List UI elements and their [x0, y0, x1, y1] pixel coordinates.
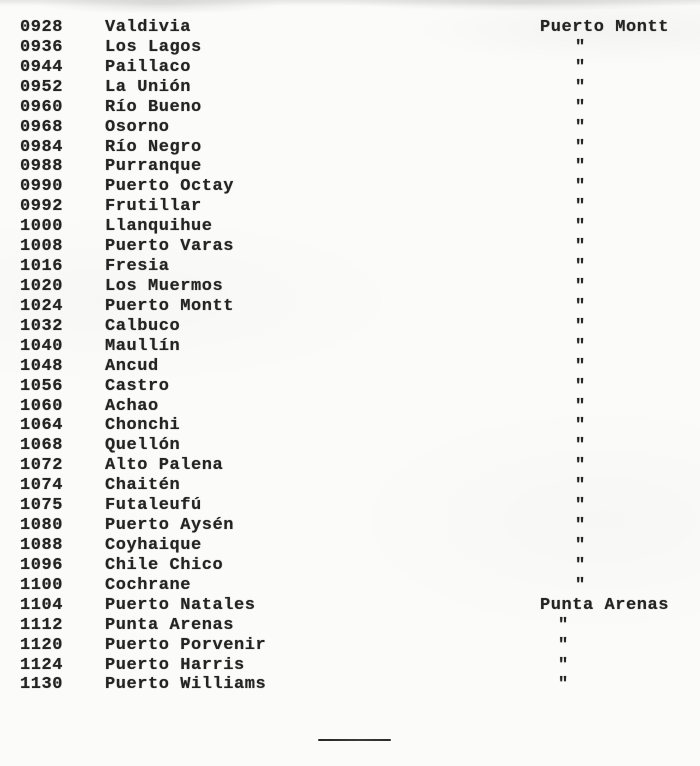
station-code: 0992 [20, 197, 64, 217]
ditto-mark: " [575, 356, 584, 376]
ditto-mark: " [575, 57, 584, 77]
station-code: 1124 [20, 655, 64, 675]
station-code: 1056 [20, 376, 64, 396]
ditto-mark: " [575, 316, 584, 336]
station-name: Castro [105, 376, 170, 396]
ditto-mark: " [558, 655, 567, 675]
station-row [0, 357, 700, 377]
station-row [0, 18, 700, 38]
station-code: 0936 [20, 37, 64, 57]
station-name: Coyhaique [105, 535, 202, 555]
ditto-mark: " [575, 575, 584, 595]
station-name: Alto Palena [105, 456, 224, 476]
station-code: 1072 [20, 456, 64, 476]
station-code: 1064 [20, 416, 64, 436]
station-name: Calbuco [105, 316, 181, 336]
station-name: Puerto Williams [105, 675, 267, 695]
region-cell: Punta Arenas [540, 595, 670, 615]
station-name: Frutillar [105, 197, 202, 217]
station-name: Puerto Octay [105, 177, 235, 197]
station-name: Chonchi [105, 416, 181, 436]
station-row [0, 317, 700, 337]
station-row [0, 177, 700, 197]
station-row [0, 536, 700, 556]
station-code: 0960 [20, 97, 64, 117]
station-code: 1008 [20, 237, 64, 257]
station-row [0, 237, 700, 257]
ditto-mark: " [575, 37, 584, 57]
ditto-mark: " [575, 137, 584, 157]
region-cell: Puerto Montt [540, 18, 670, 37]
station-row [0, 496, 700, 516]
ditto-mark: " [558, 615, 567, 635]
station-code: 1100 [20, 575, 64, 595]
station-row [0, 58, 700, 78]
station-code: 1104 [20, 595, 64, 615]
station-row [0, 78, 700, 98]
station-row [0, 217, 700, 237]
ditto-mark: " [575, 436, 584, 456]
station-code: 0984 [20, 137, 64, 157]
ditto-mark: " [575, 117, 584, 137]
station-name: Puerto Aysén [105, 516, 235, 536]
station-name: Puerto Varas [105, 237, 235, 257]
station-name: Puerto Harris [105, 655, 245, 675]
ditto-mark: " [575, 217, 584, 237]
station-code: 1048 [20, 356, 64, 376]
station-row [0, 38, 700, 58]
station-row [0, 675, 700, 695]
station-code: 0944 [20, 57, 64, 77]
station-code: 1096 [20, 555, 64, 575]
station-code: 0928 [20, 18, 64, 37]
station-row [0, 616, 700, 636]
station-name: Achao [105, 396, 159, 416]
station-row [0, 656, 700, 676]
station-name: Quellón [105, 436, 181, 456]
station-code: 1016 [20, 257, 64, 277]
footer-rule [318, 739, 391, 741]
station-row [0, 138, 700, 158]
ditto-mark: " [575, 456, 584, 476]
ditto-mark: " [575, 516, 584, 536]
station-name: Los Muermos [105, 276, 224, 296]
station-row [0, 436, 700, 456]
station-name: Puerto Porvenir [105, 635, 267, 655]
station-row [0, 416, 700, 436]
station-code: 1068 [20, 436, 64, 456]
ditto-mark: " [558, 675, 567, 695]
station-code: 1120 [20, 635, 64, 655]
station-row [0, 576, 700, 596]
station-row [0, 456, 700, 476]
ditto-mark: " [575, 555, 584, 575]
station-name: Puerto Montt [105, 296, 235, 316]
station-code: 1080 [20, 516, 64, 536]
station-name: Purranque [105, 157, 202, 177]
station-name: Puerto Natales [105, 595, 256, 615]
station-row [0, 337, 700, 357]
station-name: Chile Chico [105, 555, 224, 575]
ditto-mark: " [558, 635, 567, 655]
station-code: 0990 [20, 177, 64, 197]
station-name: Punta Arenas [105, 615, 235, 635]
station-row [0, 596, 700, 616]
station-row [0, 118, 700, 138]
ditto-mark: " [575, 496, 584, 516]
station-name: Osorno [105, 117, 170, 137]
station-code: 1074 [20, 476, 64, 496]
station-name: Ancud [105, 356, 159, 376]
ditto-mark: " [575, 177, 584, 197]
ditto-mark: " [575, 97, 584, 117]
ditto-mark: " [575, 396, 584, 416]
station-row [0, 636, 700, 656]
ditto-mark: " [575, 336, 584, 356]
station-name: Llanquihue [105, 217, 213, 237]
ditto-mark: " [575, 257, 584, 277]
station-code: 1112 [20, 615, 64, 635]
station-row [0, 98, 700, 118]
station-row [0, 257, 700, 277]
station-row [0, 277, 700, 297]
station-row [0, 297, 700, 317]
station-code: 1075 [20, 496, 64, 516]
station-row [0, 476, 700, 496]
station-name: Los Lagos [105, 37, 202, 57]
station-name: Paillaco [105, 57, 192, 77]
ditto-mark: " [575, 296, 584, 316]
station-name: Fresia [105, 257, 170, 277]
station-name: Futaleufú [105, 496, 202, 516]
station-code: 0988 [20, 157, 64, 177]
station-row [0, 397, 700, 417]
ditto-mark: " [575, 77, 584, 97]
station-row [0, 516, 700, 536]
station-name: La Unión [105, 77, 192, 97]
station-code: 1032 [20, 316, 64, 336]
ditto-mark: " [575, 197, 584, 217]
station-code: 1088 [20, 535, 64, 555]
station-row [0, 377, 700, 397]
station-row [0, 197, 700, 217]
station-code: 1020 [20, 276, 64, 296]
station-code: 0952 [20, 77, 64, 97]
station-code: 1060 [20, 396, 64, 416]
station-name: Valdivia [105, 18, 192, 37]
ditto-mark: " [575, 535, 584, 555]
station-name: Maullín [105, 336, 181, 356]
ditto-mark: " [575, 276, 584, 296]
station-code: 1024 [20, 296, 64, 316]
station-code: 1000 [20, 217, 64, 237]
station-row [0, 157, 700, 177]
row-list [0, 18, 700, 695]
station-code: 1040 [20, 336, 64, 356]
station-code: 0968 [20, 117, 64, 137]
station-code: 1130 [20, 675, 64, 695]
ditto-mark: " [575, 157, 584, 177]
station-name: Río Bueno [105, 97, 202, 117]
ditto-mark: " [575, 476, 584, 496]
station-name: Cochrane [105, 575, 192, 595]
ditto-mark: " [575, 237, 584, 257]
station-name: Chaitén [105, 476, 181, 496]
ditto-mark: " [575, 416, 584, 436]
ditto-mark: " [575, 376, 584, 396]
station-row [0, 556, 700, 576]
station-name: Río Negro [105, 137, 202, 157]
